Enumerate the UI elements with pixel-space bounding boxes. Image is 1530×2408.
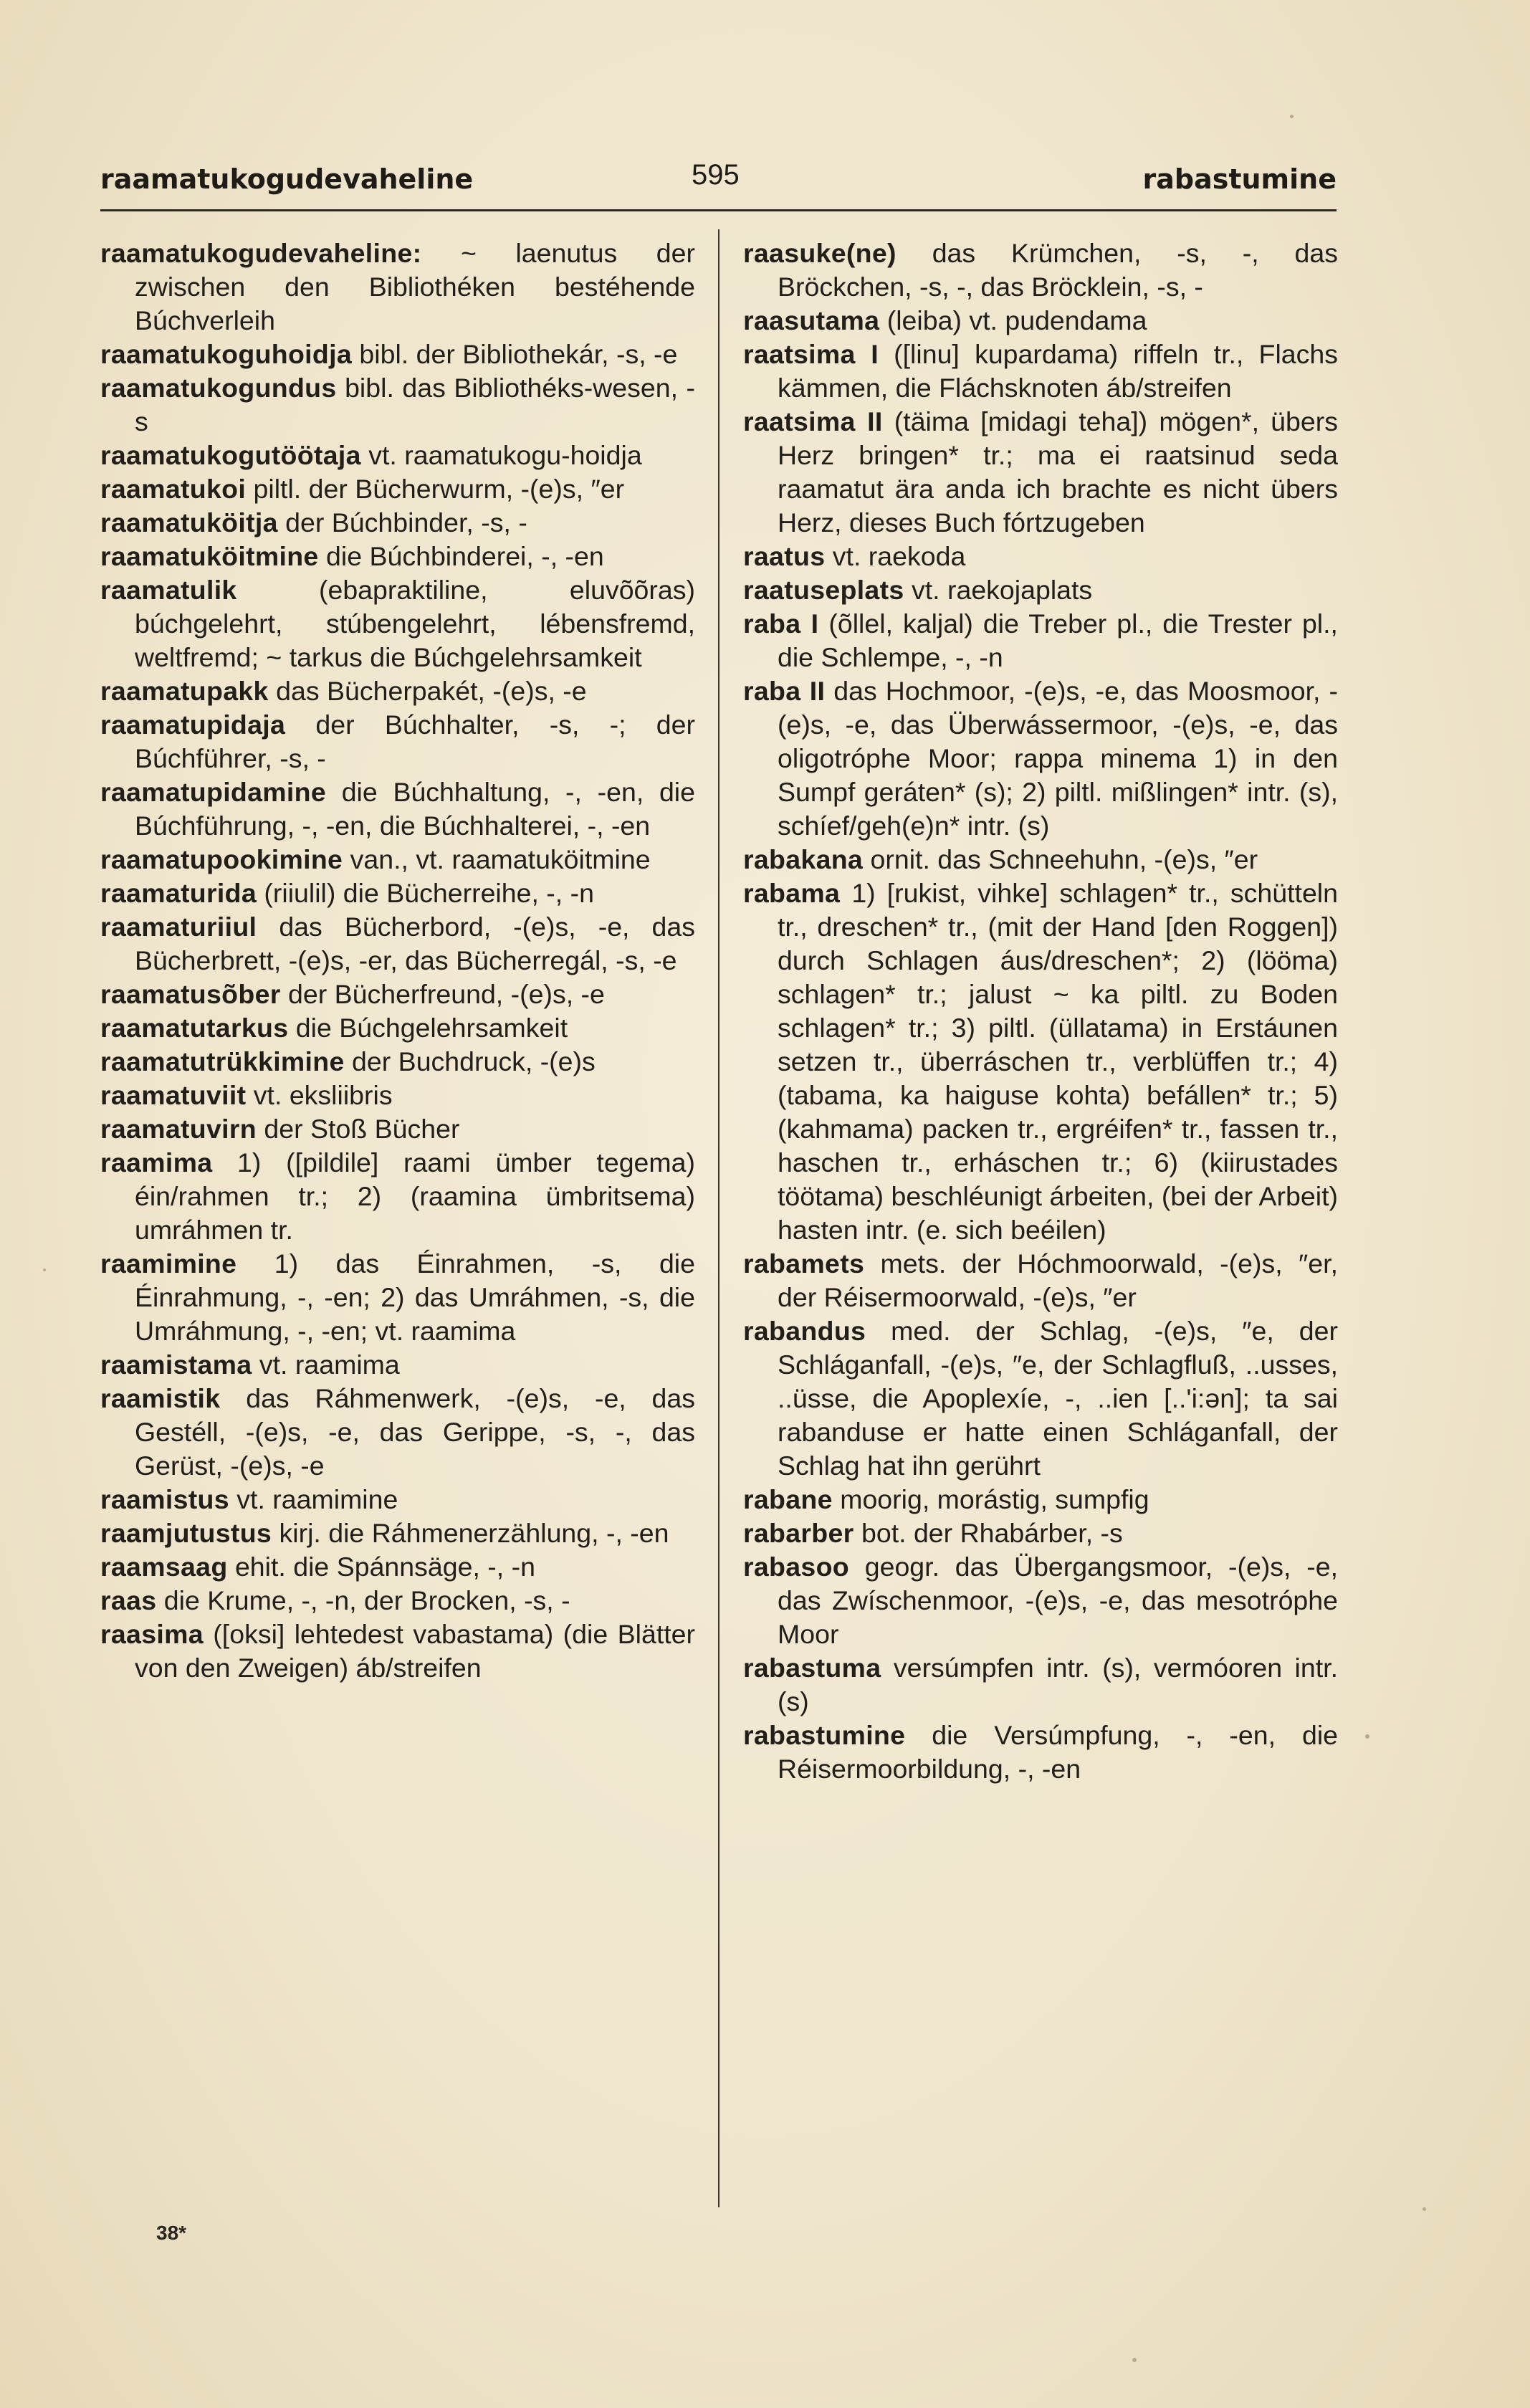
dictionary-entry (100, 540, 695, 573)
entry-definition: vt. raekoda (825, 541, 966, 571)
entry-headword: raamima (100, 1147, 213, 1177)
entry-definition: bibl. das Bibliothéks-wesen, -s (135, 373, 695, 436)
entry-definition: bibl. der Bibliothekár, -s, -e (352, 339, 678, 369)
dictionary-entry (743, 236, 1338, 304)
entry-headword: raamatulik (100, 575, 237, 605)
entry-headword: raamatutrükkimine (100, 1046, 345, 1076)
header-rule (100, 209, 1337, 211)
entry-definition: das Ráhmenwerk, -(e)s, -e, das Gestéll, -(e)s, -e, das Gerippe, -s, -, das Gerüst, -(e)s, -e (135, 1383, 695, 1481)
dictionary-entry (743, 674, 1338, 843)
dictionary-entry (743, 1719, 1338, 1786)
entry-headword: raamatukoi (100, 474, 247, 504)
dictionary-entry (100, 371, 695, 439)
entry-definition: der Búchbinder, -s, - (277, 507, 527, 538)
entry-headword: rabastumine (743, 1720, 906, 1750)
dictionary-entry (743, 573, 1338, 607)
entry-headword: raamistama (100, 1349, 252, 1380)
entry-definition: 1) [rukist, vihke] schlagen* tr., schütteln tr., dreschen* tr., (mit der Hand [den Roggen]) durch Schlagen áus/dreschen*; 2) (lööma) schlagen* tr.; jalust ~ ka piltl. zu Boden schlagen* tr.; 3) piltl. (üllatama) in Erstáunen setzen tr., überráschen tr., verblüffen tr.; 4) (tabama, ka haiguse kohta) befállen* tr.; 5) (kahmama) packen tr., ergréifen* tr., fassen tr., haschen tr., erháschen tr.; 6) (kiirustades töötama) beschléunigt árbeiten, (bei der Arbeit) hasten intr. (e. sich beéilen) (778, 878, 1338, 1245)
dictionary-entry (743, 1651, 1338, 1719)
dictionary-entry (100, 1584, 695, 1618)
entry-definition: der Bücherfreund, -(e)s, -e (280, 979, 605, 1009)
entry-headword: raasuke(ne) (743, 238, 897, 268)
dictionary-entry (743, 1247, 1338, 1314)
entry-headword: raamjutustus (100, 1518, 272, 1548)
entry-definition: die Búchbinderei, -, -en (318, 541, 604, 571)
entry-definition: kirj. die Ráhmenerzählung, -, -en (272, 1518, 669, 1548)
entry-definition: das Hochmoor, -(e)s, -e, das Moosmoor, -(e)s, -e, das Überwássermoor, -(e)s, -e, das oligotróphe Moor; rappa minema 1) in den Sumpf geráten* (s); 2) piltl. mißlingen* intr. (s), schíef/geh(e)n* intr. (s) (778, 676, 1338, 841)
header-first-entry: raamatukogudevaheline (100, 163, 474, 195)
entry-headword: raba I (743, 608, 819, 639)
dictionary-entry (100, 506, 695, 540)
dictionary-entry (100, 573, 695, 674)
entry-headword: raamaturiiul (100, 912, 257, 942)
entry-definition: moorig, morástig, sumpfig (832, 1484, 1149, 1514)
entry-definition: die Krume, -, -n, der Brocken, -s, - (156, 1585, 570, 1615)
dictionary-entry (100, 1045, 695, 1079)
dictionary-entry (100, 674, 695, 708)
dictionary-entry (100, 910, 695, 978)
entry-definition: versúmpfen intr. (s), vermóoren intr. (s) (778, 1653, 1338, 1716)
entry-headword: raamatusõber (100, 979, 281, 1009)
entry-definition: van., vt. raamatuköitmine (343, 844, 651, 874)
entry-headword: rabarber (743, 1518, 854, 1548)
entry-definition: 1) ([pildile] raami ümber tegema) éin/rahmen tr.; 2) (raamina ümbritsema) umráhmen tr. (135, 1147, 695, 1245)
entry-definition: der Buchdruck, -(e)s (344, 1046, 596, 1076)
entry-headword: raamatuköitmine (100, 541, 319, 571)
dictionary-entry (100, 1483, 695, 1516)
entry-definition: vt. raekojaplats (904, 575, 1093, 605)
page-number: 595 (692, 159, 740, 191)
entry-headword: raamatukoguhoidja (100, 339, 352, 369)
entry-definition: das Krümchen, -s, -, das Bröckchen, -s, -, das Bröcklein, -s, - (778, 238, 1338, 302)
entry-definition: vt. raamimine (229, 1484, 398, 1514)
entry-headword: rabakana (743, 844, 864, 874)
entry-definition: ornit. das Schneehuhn, -(e)s, ″er (863, 844, 1258, 874)
entry-headword: raamatuviit (100, 1080, 247, 1110)
entry-headword: raamatupookimine (100, 844, 343, 874)
entry-headword: raamatuvirn (100, 1114, 257, 1144)
column-divider (718, 229, 719, 2207)
entry-headword: raamistus (100, 1484, 229, 1514)
dictionary-entry (100, 1079, 695, 1112)
entry-headword: raamatupidaja (100, 710, 286, 740)
entry-definition: die Búchhaltung, -, -en, die Búchführung, -, -en, die Búchhalterei, -, -en (135, 777, 695, 841)
entry-headword: rabama (743, 878, 841, 908)
dictionary-entry (100, 1247, 695, 1348)
entry-definition: (riiulil) die Bücherreihe, -, -n (256, 878, 594, 908)
entry-definition: vt. raamima (252, 1349, 400, 1380)
entry-definition: (õllel, kaljal) die Treber pl., die Trester pl., die Schlempe, -, -n (778, 608, 1338, 672)
dictionary-entry (100, 876, 695, 910)
dictionary-entry (743, 1483, 1338, 1516)
dictionary-entry (743, 405, 1338, 540)
dictionary-entry (100, 1382, 695, 1483)
dictionary-entry (100, 708, 695, 775)
entry-definition: ([oksi] lehtedest vabastama) (die Blätter von den Zweigen) áb/streifen (135, 1619, 695, 1683)
dictionary-entry (743, 843, 1338, 876)
entry-definition: med. der Schlag, -(e)s, ″e, der Schláganfall, -(e)s, ″e, der Schlagfluß, ..usses, ..üsse, die Apoplexíe, -, ..ien [..'i:ən]; ta sai rabanduse er hatte einen Schláganfall, der Schlag hat ihn gerührt (778, 1316, 1338, 1481)
dictionary-entry (100, 775, 695, 843)
dictionary-entry (100, 236, 695, 338)
dictionary-entry (743, 540, 1338, 573)
entry-definition: geogr. das Übergangsmoor, -(e)s, -e, das Zwíschenmoor, -(e)s, -e, das mesotróphe Moor (778, 1552, 1338, 1649)
entry-definition: piltl. der Bücherwurm, -(e)s, ″er (246, 474, 625, 504)
entry-headword: raamatuköitja (100, 507, 278, 538)
running-header (100, 159, 1337, 209)
dictionary-entry (100, 1516, 695, 1550)
entry-headword: rabasoo (743, 1552, 849, 1582)
entry-definition: die Búchgelehrsamkeit (288, 1013, 568, 1043)
dictionary-entry (100, 338, 695, 371)
entry-headword: raatsima II (743, 406, 883, 436)
dictionary-entry (100, 439, 695, 472)
entry-headword: raamatupidamine (100, 777, 327, 807)
left-column (100, 236, 695, 1685)
dictionary-entry (743, 876, 1338, 1247)
dictionary-entry (743, 1314, 1338, 1483)
entry-headword: raas (100, 1585, 157, 1615)
entry-definition: das Bücherbord, -(e)s, -e, das Bücherbrett, -(e)s, -er, das Bücherregál, -s, -e (135, 912, 695, 975)
entry-headword: raamsaag (100, 1552, 228, 1582)
entry-headword: rabane (743, 1484, 833, 1514)
dictionary-entry (100, 843, 695, 876)
dictionary-entry (100, 1348, 695, 1382)
entry-definition: das Bücherpakét, -(e)s, -e (268, 676, 587, 706)
entry-headword: raamistik (100, 1383, 221, 1413)
entry-headword: raba II (743, 676, 826, 706)
entry-definition: (leiba) vt. pudendama (879, 305, 1147, 335)
dictionary-entry (100, 1146, 695, 1247)
entry-definition: ehit. die Spánnsäge, -, -n (227, 1552, 535, 1582)
entry-definition: 1) das Éinrahmen, -s, die Éinrahmung, -, -en; 2) das Umráhmen, -s, die Umráhmung, -, -en; vt. raamima (135, 1248, 695, 1346)
dictionary-entry (743, 304, 1338, 338)
entry-headword: raatsima I (743, 339, 879, 369)
entry-definition: vt. raamatukogu-hoidja (360, 440, 642, 470)
right-column (743, 236, 1338, 1786)
entry-headword: rabandus (743, 1316, 866, 1346)
entry-headword: raamatukogudevaheline: (100, 238, 422, 268)
entry-headword: raamimine (100, 1248, 237, 1279)
entry-definition: vt. eksliibris (246, 1080, 393, 1110)
dictionary-entry (743, 1550, 1338, 1651)
entry-definition: der Búchhalter, -s, -; der Búchführer, -s, - (135, 710, 695, 773)
entry-definition: (täima [midagi teha]) mögen*, übers Herz bringen* tr.; ma ei raatsinud seda raamatut ära anda ich brachte es nicht übers Herz, dieses Buch fórtzugeben (778, 406, 1338, 538)
entry-headword: raamatutarkus (100, 1013, 289, 1043)
entry-headword: raamaturida (100, 878, 257, 908)
entry-headword: raamatukogundus (100, 373, 337, 403)
entry-definition: mets. der Hóchmoorwald, -(e)s, ″er, der Réisermoorwald, -(e)s, ″er (778, 1248, 1338, 1312)
entry-definition: der Stoß Bücher (256, 1114, 460, 1144)
entry-headword: raatus (743, 541, 826, 571)
dictionary-entry (743, 607, 1338, 674)
dictionary-entry (100, 978, 695, 1011)
entry-headword: raatuseplats (743, 575, 904, 605)
entry-headword: raasima (100, 1619, 204, 1649)
signature-mark: 38* (156, 2222, 187, 2244)
dictionary-entry (743, 338, 1338, 405)
entry-definition: ~ laenutus der zwischen den Bibliothéken bestéhende Búchverleih (135, 238, 695, 335)
entry-headword: raamatupakk (100, 676, 269, 706)
entry-headword: rabamets (743, 1248, 865, 1279)
entry-definition: bot. der Rhabárber, -s (854, 1518, 1123, 1548)
entry-headword: rabastuma (743, 1653, 881, 1683)
dictionary-entry (100, 472, 695, 506)
entry-definition: ([linu] kupardama) riffeln tr., Flachs kämmen, die Fláchsknoten áb/streifen (778, 339, 1338, 403)
entry-definition: (ebapraktiline, eluvõõras) búchgelehrt, stúbengelehrt, lébensfremd, weltfremd; ~ tarkus die Búchgelehrsamkeit (135, 575, 695, 672)
dictionary-entry (100, 1112, 695, 1146)
dictionary-entry (100, 1550, 695, 1584)
header-last-entry: rabastumine (1142, 163, 1337, 195)
dictionary-entry (100, 1011, 695, 1045)
entry-definition: die Versúmpfung, -, -en, die Réisermoorbildung, -, -en (778, 1720, 1338, 1784)
dictionary-entry (743, 1516, 1338, 1550)
entry-headword: raasutama (743, 305, 880, 335)
entry-headword: raamatukogutöötaja (100, 440, 361, 470)
dictionary-entry (100, 1618, 695, 1685)
